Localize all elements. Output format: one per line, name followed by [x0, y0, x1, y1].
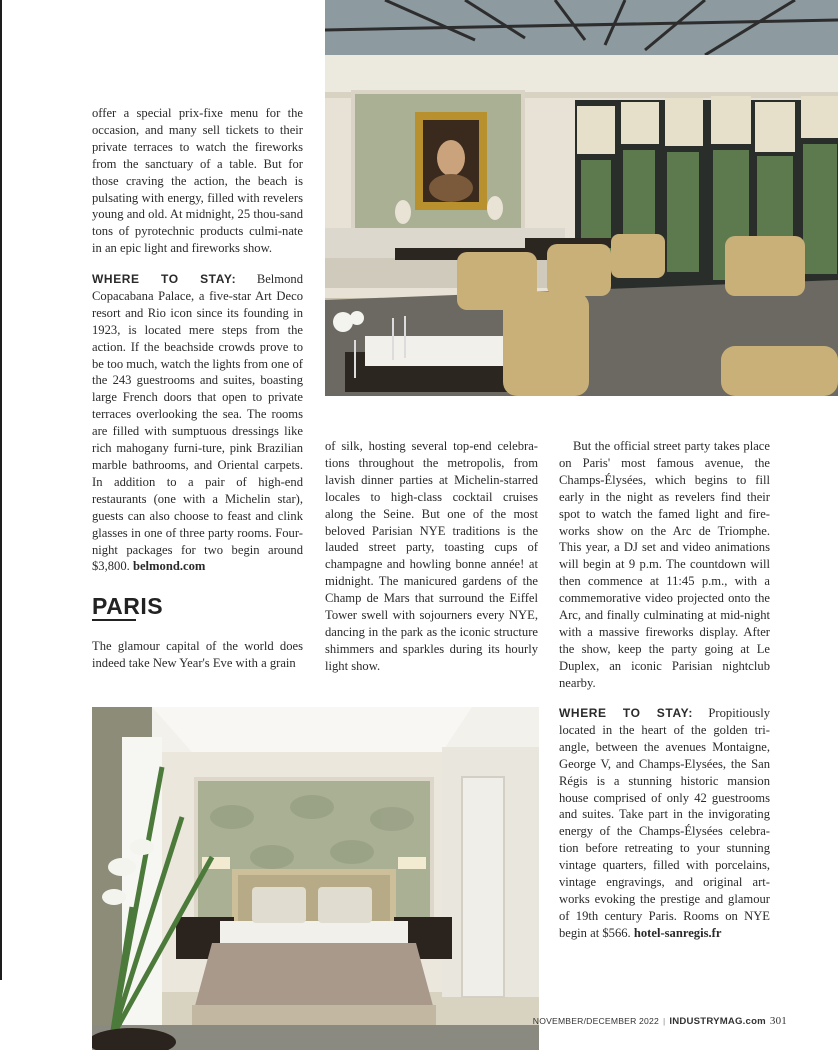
footer-issue: NOVEMBER/DECEMBER 2022 — [532, 1016, 659, 1026]
column-1-opening — [92, 105, 303, 257]
restaurant-photo — [325, 0, 838, 396]
rio-where-to-stay — [92, 271, 303, 575]
page-number: 301 — [769, 1015, 787, 1027]
paris-intro — [92, 638, 303, 672]
paris-hotel-link[interactable]: hotel-sanregis.fr — [633, 925, 722, 940]
paris-section-title: PARIS — [92, 593, 164, 619]
column-3 — [559, 438, 770, 692]
page-footer — [533, 1015, 787, 1027]
rio-stay-text: Belmond Copacabana Palace, a five-star Art Deco resort and Rio icon since its founding in 1923, is located mere steps from the action. If the beachside crowds prove to be too much, watch the lights from one of the 243 guestrooms and suites, boasting large French doors that open to private terraces overlooking the sea. The rooms are filled with sumptuous dressings like rich mahogany furni-ture, pink Brazilian marble bathrooms, and Oriental carpets. In addition to a pair of high-end restaurants (one with a Michelin star), guests can also choose to feast and clink glasses in one of three party rooms. Four-night packages for two begin around $3,800. — [92, 272, 303, 574]
column-3-text: But the official street party takes place on Paris' most famous avenue, the Champs-Élysées, which begins to fill early in the night as revelers find their spot to watch the famed light and fire-works show on the Arc de Triomphe. This year, a DJ set and video animations will begin at 9 p.m. The countdown will then commence at 11:45 p.m., with a commemorative video projected onto the Arc, and finally culminating at mid-night with a massive fireworks display. After the show, keep the party going at Le Duplex, an iconic Parisian nightclub nearby. — [559, 439, 770, 690]
footer-separator: | — [662, 1016, 666, 1026]
column-2-text: of silk, hosting several top-end celebra-tions throughout the metropolis, from lavish dinner parties at Michelin-starred locales to high-class cocktail cruises along the Seine. But one of the most beloved Parisian NYE traditions is the lauded street party, toasting cups of champagne and howling bonne année! at midnight. The manicured gardens of the Champ de Mars that surround the Eiffel Tower swell with sojourners every NYE, dancing in the park as the iconic structure shimmers and sparkles during its hourly light show. — [325, 439, 538, 673]
rio-stay-heading: WHERE TO STAY: — [92, 272, 237, 286]
paris-title-underline — [92, 619, 136, 621]
rio-hotel-link[interactable]: belmond.com — [132, 559, 206, 574]
restaurant-illustration — [325, 0, 838, 396]
page-edge-rule — [0, 0, 2, 980]
hotel-room-illustration — [92, 707, 539, 1050]
hotel-room-photo — [92, 707, 539, 1050]
paris-intro-text: The glamour capital of the world does indeed take New Year's Eve with a grain — [92, 639, 303, 670]
paris-stay-text: Propitiously located in the heart of the golden tri-angle, between the avenues Montaigne, George V, and Champs-Elysées, the San Régis is a stunning historic mansion house comprised of only 42 guestrooms and suites. Take part in the invigorating energy of the Champs-Élysées celebra-tion before retreating to your stunning vintage quarters, filled with porcelains, vintage engravings, and original art-works evoking the prestige and glamour of 19th century Paris. Rooms on NYE begin at $566. — [559, 706, 770, 940]
paris-where-to-stay — [559, 705, 770, 942]
column-2 — [325, 438, 538, 675]
footer-magazine[interactable]: INDUSTRYMAG.com — [669, 1016, 766, 1027]
opening-paragraph: offer a special prix-fixe menu for the occasion, and many sell tickets to their private terraces to watch the fireworks from the sanctuary of a table. But for those craving the action, the beach is pulsating with energy, filled with revelers young and old. At midnight, 25 thou-sand tons of pyrotechnic products culmi-nate in an epic light and fireworks show. — [92, 106, 303, 256]
paris-stay-heading: WHERE TO STAY: — [559, 706, 693, 720]
